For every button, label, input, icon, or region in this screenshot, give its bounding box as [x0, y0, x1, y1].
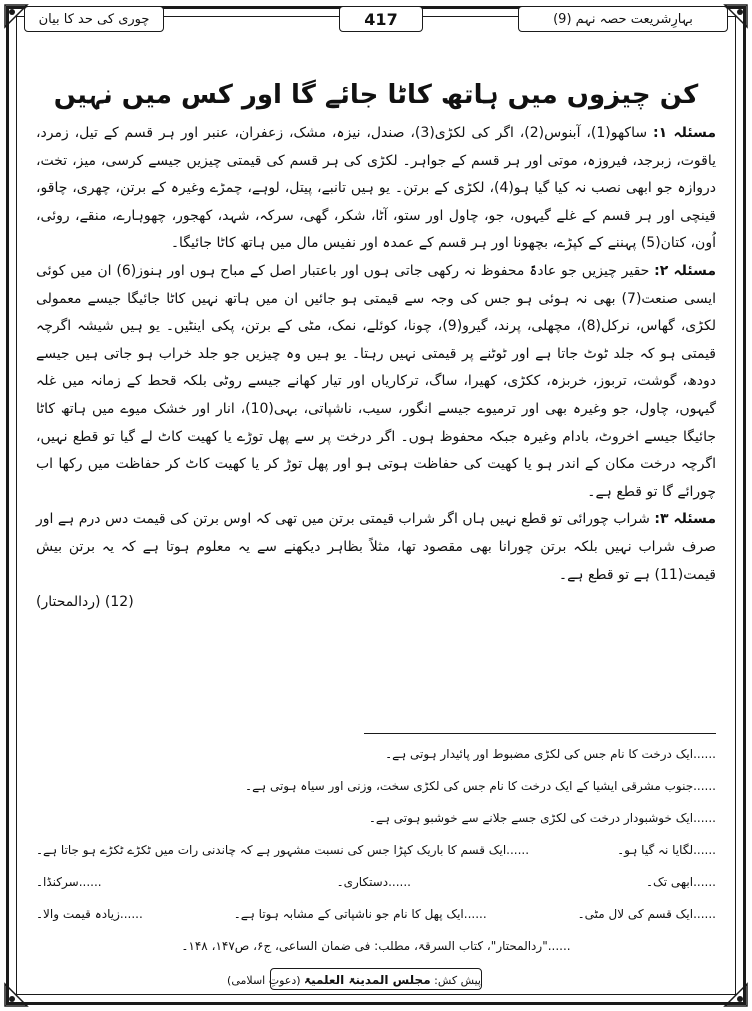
- footnote-row: [36, 898, 716, 930]
- footnote: ......"ردالمحتار"، کتاب السرقۃ، مطلب: فی ضمان الساعی، ج۶، ص۱۴۷، ۱۴۸۔: [181, 939, 571, 953]
- page-number: 417: [339, 6, 423, 32]
- footnote: ......لگایا نہ گیا ہو۔: [617, 843, 716, 857]
- chapter-title: چوری کی حد کا بیان: [24, 6, 164, 32]
- page-header: [24, 6, 728, 34]
- footnote: ......ایک درخت کا نام جس کی لکڑی مضبوط اور پائیدار ہوتی ہے۔: [385, 747, 716, 761]
- book-part-label: بہارِشریعت حصہ نہم (9): [518, 6, 728, 32]
- masala-text: حقیر چیزیں جو عادۃً محفوظ نہ رکھی جاتی ہوں اور باعتبار اصل کے مباح ہوں اور ہنوز(6) ان میں کوئی ایسی صنعت(7) بھی نہ ہوئی ہو جس کی وجہ سے قیمتی ہو جائیں ان میں ہاتھ نہیں کاٹا جائیگا جیسے معمولی لکڑی، گھاس، نرکل(8)، مچھلی، پرند، گیرو(9)، چونا، کوئلے، نمک، مٹی کے برتن، پکی اینٹیں۔ یو ہیں شیشہ اگرچہ قیمتی ہو کہ جلد ٹوٹ جاتا ہے اور ٹوٹنے پر قیمتی نہیں رہتا۔ یو ہیں وہ چیزیں جو جلد خراب ہو جاتی ہیں جیسے دودھ، گوشت، تربوز، خربزہ، ککڑی، کھیرا، ساگ، ترکاریاں اور تیار کھانے جیسے روٹی بلکہ قحط کے زمانہ میں غلہ گیہوں، چاول، جو وغیرہ بھی اور ترمیوے جیسے انگور، سیب، ناشپاتی، بہی(10)، انار اور خشک میوے میں ہاتھ کاٹا جائیگا جیسے اخروٹ، بادام وغیرہ جبکہ محفوظ ہوں۔ اگر درخت پر سے پھل توڑے یا کھیت کاٹ لے گیا تو قطع نہیں، اگرچہ درخت مکان کے اندر ہو یا کھیت کی حفاظت ہوتی ہو اور پھل توڑ کر یا کھیت کاٹ کر حفاظت میں رکھا اب چورائے گا تو قطع ہے۔: [36, 262, 716, 500]
- corner-ornament-icon: [723, 982, 749, 1008]
- masala-paragraph: [36, 258, 716, 506]
- footnote-row: [36, 834, 716, 866]
- footnote: ......جنوب مشرقی ایشیا کے ایک درخت کا نام جس کی لکڑی سخت، وزنی اور سیاہ ہوتی ہے۔: [245, 779, 716, 793]
- footer-prefix: پیش کش:: [434, 974, 481, 987]
- publisher-footer: [227, 968, 482, 990]
- footnote: ......ایک خوشبودار درخت کی لکڑی جسے جلانے سے خوشبو ہوتی ہے۔: [368, 811, 716, 825]
- footnote: ......زیادہ قیمت والا۔: [36, 907, 143, 921]
- footnote: ......دستکاری۔: [336, 875, 411, 889]
- footnotes: [36, 738, 716, 962]
- corner-ornament-icon: [3, 982, 29, 1008]
- footnote: ......ایک پھل کا نام جو ناشپاتی کے مشابہ ہوتا ہے۔: [233, 907, 487, 921]
- body-text: [36, 120, 716, 617]
- reference-citation: (12) (ردالمحتار): [36, 594, 134, 611]
- masala-label: مسئلہ ۲:: [654, 262, 716, 279]
- footnote-row: [36, 866, 716, 898]
- footnote: ......ایک قسم کی لال مٹی۔: [577, 907, 716, 921]
- section-heading: کن چیزوں میں ہاتھ کاٹا جائے گا اور کس میں نہیں: [53, 80, 699, 110]
- footnote: ......ابھی تک۔: [645, 875, 716, 889]
- footnote: ......سرکنڈا۔: [36, 875, 102, 889]
- masala-text: ساکھو(1)، آبنوس(2)، اگر کی لکڑی(3)، صندل، نیزہ، مشک، زعفران، عنبر اور ہر قسم کے تیل، زمرد، یاقوت، زبرجد، فیروزہ، موتی اور ہر قسم کے جواہر۔ لکڑی کی ہر قسم کی قیمتی چیزیں جیسے کرسی، میز، تخت، دروازہ جو ابھی نصب نہ کیا گیا ہو(4)، لکڑی کے برتن۔ یو ہیں تانبے، پیتل، لوہے، چمڑے وغیرہ کے برتن، چھری، چاقو، قینچی اور ہر قسم کے غلے گیہوں، جو، چاول اور ستو، آٹا، شکر، گھی، سرکہ، شہد، کھجور، چھوہارے، منقے، روئی، اُون، کتان(5) پہننے کے کپڑے، بچھونا اور ہر قسم کے عمدہ اور نفیس مال میں ہاتھ کاٹا جائیگا۔: [36, 125, 716, 252]
- footer-suffix: (دعوتِ اسلامی): [227, 974, 301, 987]
- masala-paragraph: [36, 120, 716, 258]
- publisher-name: مجلس المدینۃ العلمیۃ: [304, 973, 431, 987]
- masala-paragraph: [36, 506, 716, 616]
- footnote: ......ایک قسم کا باریک کپڑا جس کی نسبت مشہور ہے کہ چاندنی رات میں ٹکڑے ٹکڑے ہو جاتا ہے۔: [36, 843, 530, 857]
- footnote-divider: [364, 733, 716, 734]
- masala-label: مسئلہ ۱:: [652, 125, 716, 141]
- masala-label: مسئلہ ۳:: [654, 511, 717, 528]
- masala-text: شراب چورائی تو قطع نہیں ہاں اگر شراب قیمتی برتن میں تھی کہ اوس برتن کی قیمت دس درم ہے اور صرف شراب نہیں بلکہ برتن چورانا بھی مقصود تھا، مثلاً بظاہر دیکھنے سے یہ معلوم ہوتا ہے کہ یہ برتن بیش قیمت(11) ہے تو قطع ہے۔: [36, 511, 716, 583]
